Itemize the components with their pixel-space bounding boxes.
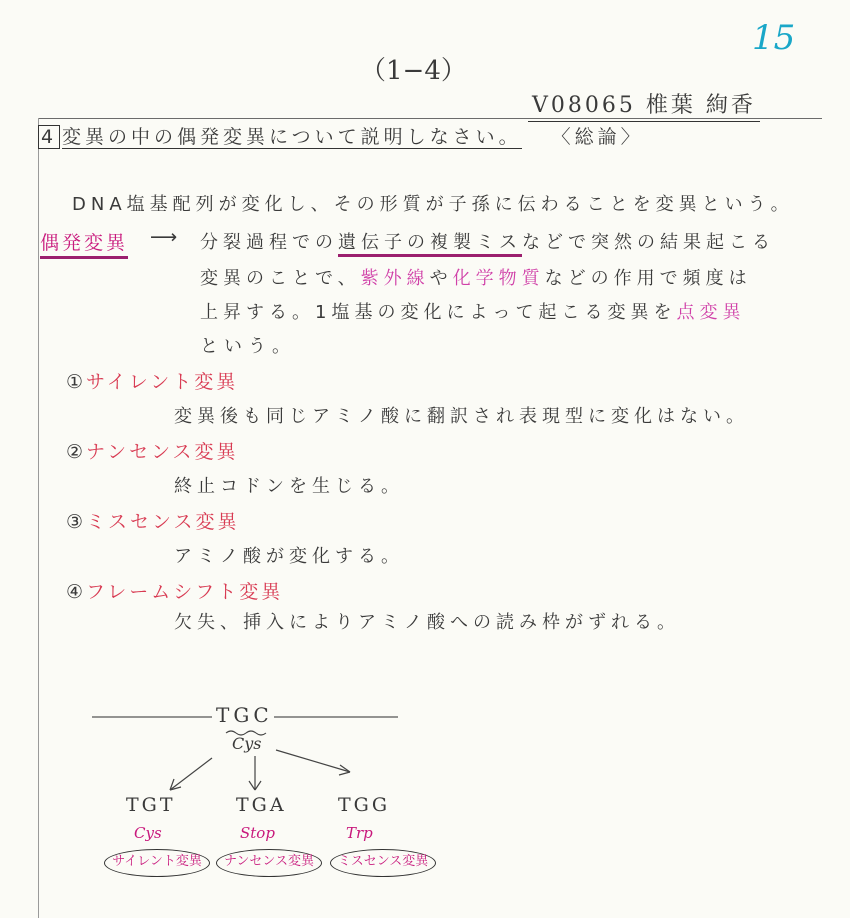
- item-2-number: ②: [66, 441, 87, 463]
- question-number: 4: [38, 125, 60, 149]
- line3-chemical: 化学物質: [452, 268, 545, 289]
- body-line-1: DNA塩基配列が変化し、その形質が子孫に伝わることを変異という。: [72, 194, 794, 215]
- line2-pre: 分裂過程での: [200, 232, 338, 253]
- line2-underlined: 遺伝子の複製ミス: [338, 232, 522, 257]
- line4-point-mutation: 点変異: [676, 302, 746, 323]
- item-1-desc: 変異後も同じアミノ酸に翻訳され表現型に変化はない。: [174, 406, 749, 427]
- item-3-desc: アミノ酸が変化する。: [174, 546, 404, 567]
- body-line-5: という。: [200, 336, 296, 357]
- branch-3-amino: Trp: [346, 824, 373, 842]
- question-text: 変異の中の偶発変異について説明しなさい。: [62, 126, 522, 148]
- branch-1-codon: TGT: [126, 794, 176, 816]
- question-section: 〈総論〉: [551, 126, 644, 148]
- item-3-label: ミスセンス変異: [86, 511, 240, 533]
- item-2-desc: 終止コドンを生じる。: [174, 476, 404, 497]
- item-1-label: サイレント変異: [86, 371, 239, 393]
- top-codon: TGC: [216, 703, 273, 727]
- branch-2-amino: Stop: [240, 824, 275, 842]
- item-2-label: ナンセンス変異: [86, 441, 239, 463]
- item-4-label: フレームシフト変異: [86, 581, 284, 603]
- branch-1-amino: Cys: [134, 824, 162, 842]
- grade-value: 15: [752, 18, 796, 58]
- arrow-right: [276, 750, 350, 772]
- line2-post: などで突然の結果起こる: [522, 232, 775, 253]
- item-1-number: ①: [66, 371, 87, 393]
- page-number: （1−4）: [360, 56, 467, 86]
- term-arrow: ⟶: [150, 226, 178, 248]
- branch-1-label: サイレント変異: [104, 849, 210, 877]
- branch-2-codon: TGA: [236, 794, 287, 816]
- term-label: 偶発変異: [40, 228, 128, 259]
- arrow-left: [170, 758, 212, 790]
- branch-3-codon: TGG: [338, 794, 391, 816]
- line3-uv: 紫外線: [360, 268, 430, 289]
- line3-mid: や: [429, 268, 453, 289]
- item-3-number: ③: [66, 511, 87, 533]
- item-4-desc: 欠失、挿入によりアミノ酸への読み枠がずれる。: [174, 612, 680, 633]
- item-4-number: ④: [66, 581, 87, 603]
- student-line: V08065 椎葉 絢香: [528, 88, 760, 122]
- line3-post: などの作用で頻度は: [544, 268, 752, 289]
- branch-2-label: ナンセンス変異: [216, 849, 322, 877]
- branch-3-label: ミスセンス変異: [330, 849, 436, 877]
- line3-pre: 変異のことで、: [200, 268, 361, 289]
- top-amino: Cys: [232, 734, 262, 753]
- line4-pre: 上昇する。1塩基の変化によって起こる変異を: [200, 302, 677, 323]
